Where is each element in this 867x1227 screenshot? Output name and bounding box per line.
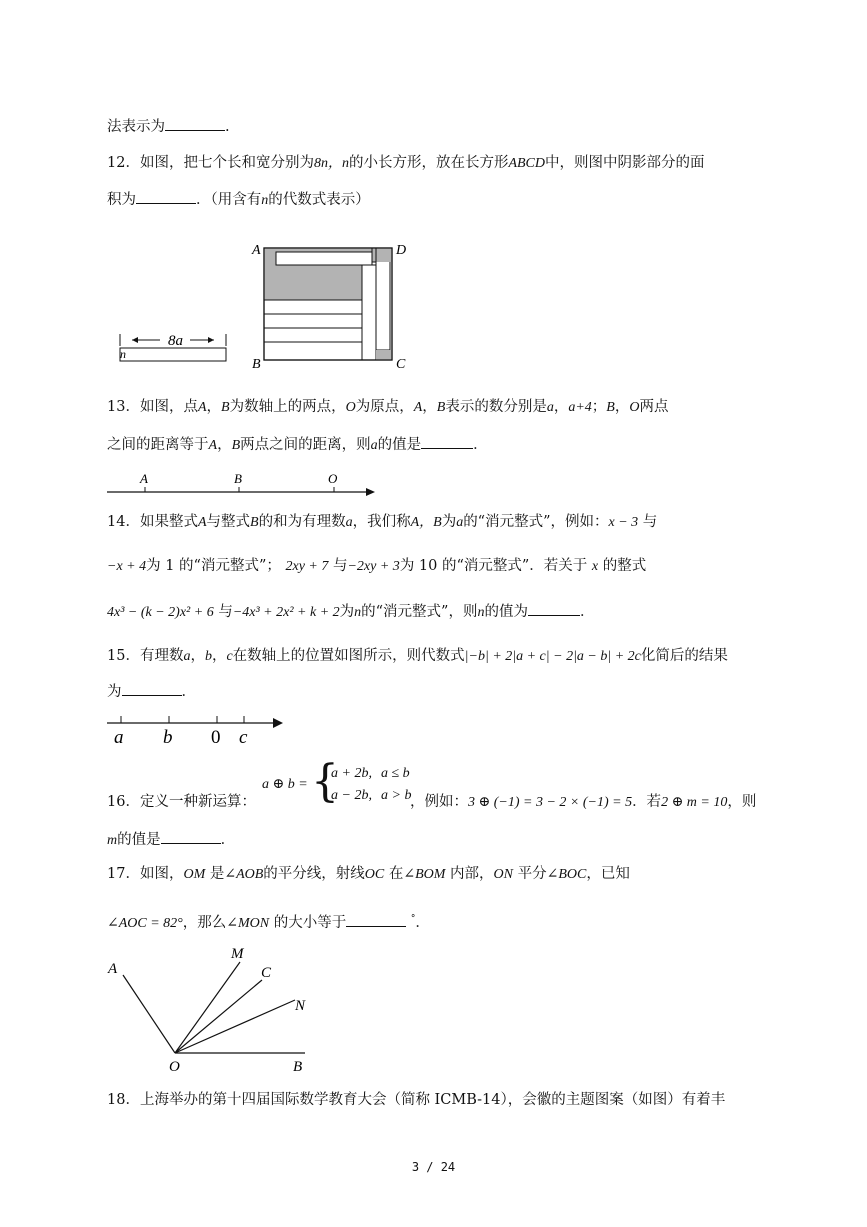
q17-line2: ∠AOC = 82°，那么∠MON 的大小等于 °．	[107, 914, 430, 931]
q12-line1: 12．如图，把七个长和宽分别为8n，n的小长方形，放在长方形ABCD中，则图中阴影部分的面	[107, 155, 705, 171]
label-B: B	[252, 357, 261, 372]
answer-blank[interactable]	[421, 434, 473, 449]
q15-line1: 15．有理数a，b，c在数轴上的位置如图所示，则代数式|−b| + 2|a + c| − 2|a − b| + 2c化简后的结果	[107, 648, 728, 664]
q17-line1: 17．如图，OM 是∠AOB的平分线，射线OC 在∠BOM 内部，ON 平分∠BOC，已知	[107, 866, 630, 882]
svg-text:B: B	[293, 1059, 303, 1075]
answer-blank[interactable]	[122, 681, 182, 696]
q14-line1: 14．如果整式A与整式B的和为有理数a，我们称A，B为a的“消元整式”，例如：x − 3 与	[107, 514, 658, 530]
svg-text:B: B	[234, 471, 242, 486]
answer-blank[interactable]	[161, 829, 221, 844]
q18-line1: 18．上海举办的第十四届国际数学教育大会（简称 ICMB-14），会徽的主题图案（如图）有着丰	[107, 1092, 726, 1108]
answer-blank[interactable]	[346, 912, 406, 927]
label-8a: 8a	[168, 333, 183, 349]
q16-line1-rest: ，例如：3 ⊕ (−1) = 3 − 2 × (−1) = 5．若2 ⊕ m = 10，则	[410, 794, 757, 810]
svg-text:O: O	[328, 471, 338, 486]
svg-text:0: 0	[211, 727, 221, 748]
label-A: A	[252, 243, 261, 258]
label-C: C	[396, 357, 406, 372]
q14-line2: −x + 4为 1 的“消元整式”； 2xy + 7 与−2xy + 3为 10 的“消元整式”．若关于 x 的整式	[107, 558, 647, 574]
svg-text:c: c	[239, 727, 248, 748]
q12-figure	[110, 238, 410, 373]
q17-angle-figure	[105, 940, 325, 1080]
q13-number-line	[105, 468, 385, 500]
label-D: D	[396, 243, 407, 258]
q16-line1-label: 16．定义一种新运算：	[107, 794, 256, 810]
q13-line2: 之间的距离等于A，B两点之间的距离，则a的值是 ．	[107, 434, 488, 456]
svg-text:M: M	[231, 946, 244, 962]
q12-line2: 积为 ．（用含有n的代数式表示）	[107, 189, 370, 211]
svg-text:b: b	[163, 727, 173, 748]
label-n: n	[120, 347, 126, 361]
q14-line3: 4x³ − (k − 2)x² + 6 与−4x³ + 2x² + k + 2为n的“消元整式”，则n的值为 ．	[107, 601, 594, 623]
svg-text:O: O	[169, 1059, 180, 1075]
q15-line2: 为 ．	[107, 681, 196, 702]
svg-text:N: N	[295, 998, 306, 1014]
page-number: 3 / 24	[411, 1160, 456, 1174]
q15-number-line	[105, 712, 295, 748]
svg-text:a: a	[114, 727, 124, 748]
q11-tail: 法表示为 .	[107, 116, 230, 137]
svg-text:A: A	[140, 471, 148, 486]
svg-text:A: A	[108, 961, 118, 977]
answer-blank[interactable]	[136, 189, 196, 204]
answer-blank[interactable]	[528, 601, 580, 616]
q13-line1: 13．如图，点A，B为数轴上的两点，O为原点，A，B表示的数分别是a，a+4；B，O两点	[107, 399, 669, 415]
svg-text:C: C	[261, 965, 272, 981]
q16-line2: m的值是 ．	[107, 829, 235, 851]
answer-blank[interactable]	[165, 116, 225, 131]
